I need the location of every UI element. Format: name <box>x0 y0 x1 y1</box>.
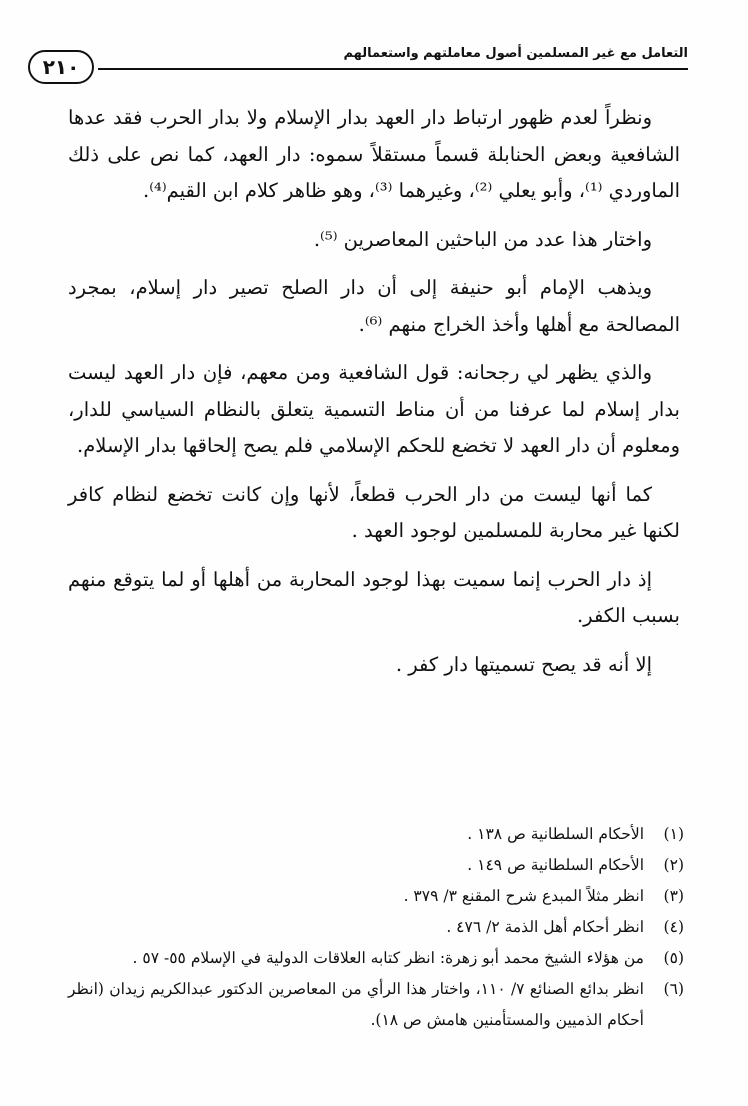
paragraph: إذ دار الحرب إنما سميت بهذا لوجود المحاربة من أهلها أو لما يتوقع منهم بسبب الكفر. <box>68 567 680 627</box>
paragraph: ونظراً لعدم ظهور ارتباط دار العهد بدار الإسلام ولا بدار الحرب فقد عدها الشافعية وبعض الحنابلة قسماً مستقلاً سموه: دار العهد، كما نص على ذلك الماوردي ⁽¹⁾، وأبو يعلي ⁽²⁾، وغيرهما ⁽³⁾، وهو ظاهر كلام ابن القيم⁽⁴⁾. <box>68 106 680 202</box>
header-rule <box>98 68 688 70</box>
footnote-number: (٣) <box>663 887 684 905</box>
footnote-number: (٥) <box>663 949 684 967</box>
footnote-item <box>68 943 684 974</box>
paragraph: ويذهب الإمام أبو حنيفة إلى أن دار الصلح تصير دار إسلام، بمجرد المصالحة مع أهلها وأخذ الخراج منهم ⁽⁶⁾. <box>68 276 680 336</box>
footnote-item <box>68 912 684 943</box>
footnote-item <box>68 881 684 912</box>
page-number: ٢١٠ <box>28 50 94 84</box>
running-header <box>28 44 688 88</box>
footnote-item <box>68 974 684 1036</box>
footnotes <box>68 798 684 1036</box>
paragraph: واختار هذا عدد من الباحثين المعاصرين ⁽⁵⁾. <box>313 227 652 251</box>
footnote-item <box>68 819 684 850</box>
footnote-text: انظر بدائع الصنائع ٧/ ١١٠، واختار هذا الرأي من المعاصرين الدكتور عبدالكريم زيدان (انظر أحكام الذميين والمستأمنين هامش ص ١٨). <box>68 980 644 1029</box>
paragraph: كما أنها ليست من دار الحرب قطعاً، لأنها وإن كانت تخضع لنظام كافر لكنها غير محاربة للمسلمين لوجود العهد . <box>68 482 680 542</box>
footnote-text: انظر أحكام أهل الذمة ٢/ ٤٧٦ . <box>446 918 644 936</box>
footnote-text: الأحكام السلطانية ص ١٤٩ . <box>467 856 644 874</box>
footnote-number: (٢) <box>663 856 684 874</box>
paragraph: إلا أنه قد يصح تسميتها دار كفر . <box>395 652 652 676</box>
footnote-number: (١) <box>663 825 684 843</box>
main-text <box>68 100 680 695</box>
footnote-list <box>68 819 684 1036</box>
header-title: التعامل مع غير المسلمين أصول معاملتهم واستعمالهم <box>343 46 688 61</box>
footnote-item <box>68 850 684 881</box>
footnote-number: (٤) <box>663 918 684 936</box>
footnote-text: من هؤلاء الشيخ محمد أبو زهرة: انظر كتابه العلاقات الدولية في الإسلام ٥٥- ٥٧ . <box>132 949 644 967</box>
paragraph: والذي يظهر لي رجحانه: قول الشافعية ومن معهم، فإن دار العهد ليست بدار إسلام لما عرفنا من أن مناط التسمية يتعلق بالنظام السياسي للدار، ومعلوم أن دار العهد لا تخضع للحكم الإسلامي فلم يصح إلحاقها بدار الإسلام. <box>68 361 680 457</box>
footnote-text: الأحكام السلطانية ص ١٣٨ . <box>467 825 644 843</box>
footnote-number: (٦) <box>663 980 684 998</box>
footnote-text: انظر مثلاً المبدع شرح المقنع ٣/ ٣٧٩ . <box>403 887 644 905</box>
